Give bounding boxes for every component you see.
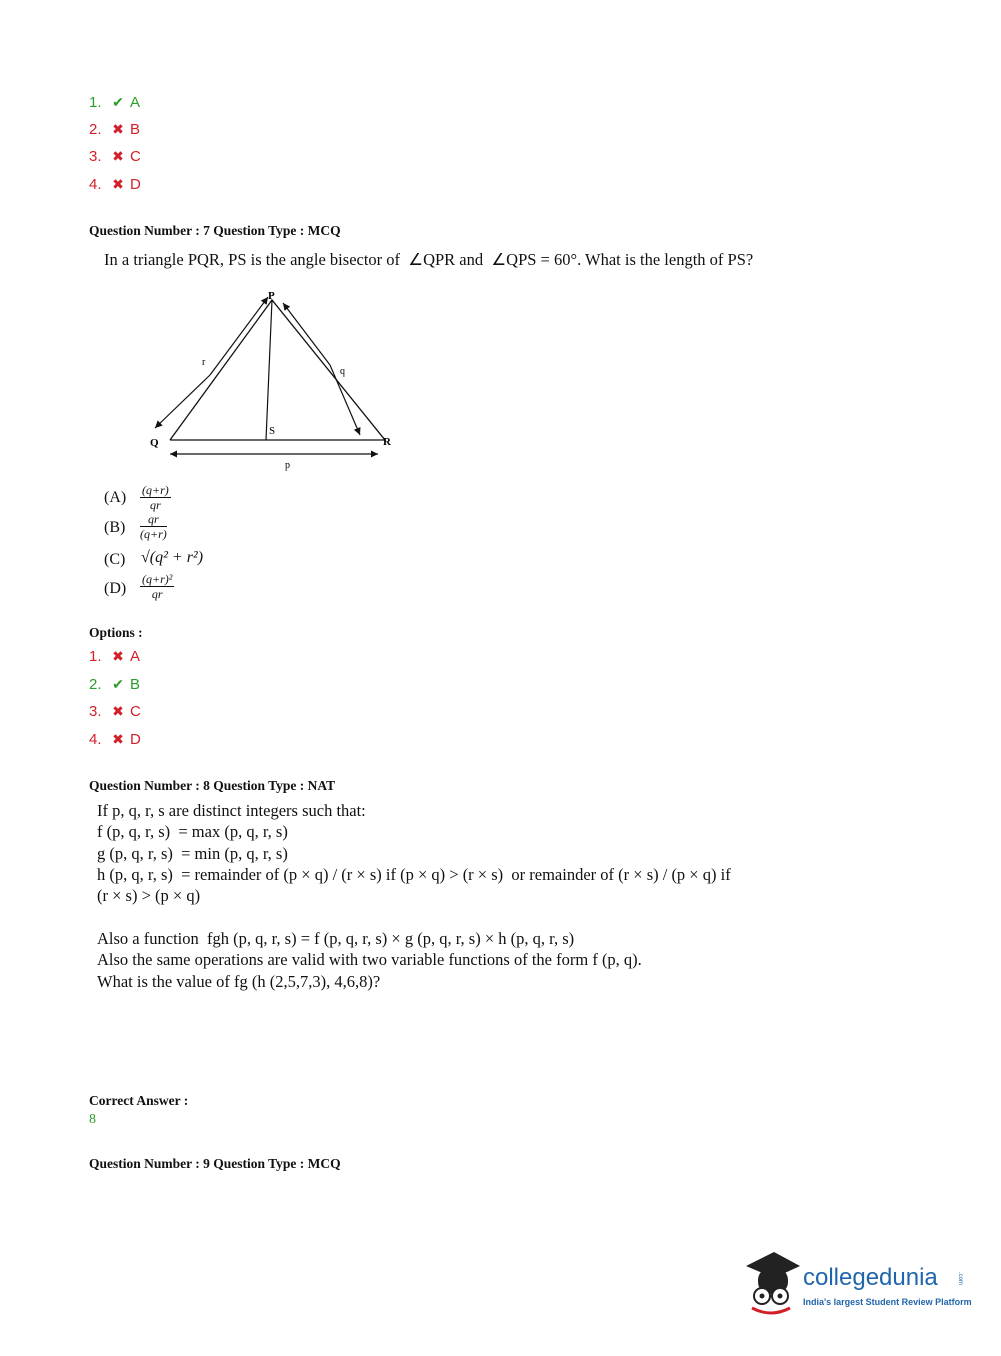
brand-suffix: .com: [957, 1272, 963, 1286]
choice-b-label: (B): [104, 519, 126, 536]
option-2: [89, 674, 140, 694]
option-number: 4.: [89, 175, 102, 193]
option-3: [89, 701, 141, 721]
arrow-q-down: [330, 365, 360, 435]
choice-d-label: (D): [104, 580, 127, 597]
question-8-line-8: What is the value of fg (h (2,5,7,3), 4,6,8)?: [97, 972, 381, 991]
label-Q: Q: [150, 437, 159, 449]
option-letter: C: [130, 147, 141, 165]
option-4: [89, 729, 141, 749]
option-letter: D: [130, 730, 141, 748]
question-8-line-5: (r × s) > (p × q): [97, 886, 201, 905]
choice-b-fraction: [140, 513, 167, 541]
choice-a-fraction: [140, 484, 171, 512]
question-9-header: Question Number : 9 Question Type : MCQ: [89, 1156, 341, 1171]
mascot-logo-icon: [740, 1248, 802, 1320]
cross-icon: ✖: [112, 702, 124, 719]
option-2: [89, 119, 140, 139]
check-icon: ✔: [112, 675, 124, 692]
option-1: [89, 92, 140, 112]
options-label: Options :: [89, 625, 143, 640]
triangle-figure: [140, 285, 410, 475]
brand-tagline: India's largest Student Review Platform: [803, 1297, 972, 1307]
option-1: [89, 646, 140, 666]
label-p: p: [285, 460, 290, 471]
question-8-line-6: Also a function fgh (p, q, r, s) = f (p, q, r, s) × g (p, q, r, s) × h (p, q, r, s): [97, 929, 575, 948]
question-8-line-2: f (p, q, r, s) = max (p, q, r, s): [97, 822, 288, 841]
arrow-r-down: [155, 375, 210, 428]
label-q: q: [340, 366, 345, 377]
option-number: 2.: [89, 120, 102, 138]
option-number: 2.: [89, 675, 102, 693]
option-number: 1.: [89, 93, 102, 111]
question-7-header: Question Number : 7 Question Type : MCQ: [89, 223, 341, 238]
option-number: 1.: [89, 647, 102, 665]
option-number: 3.: [89, 147, 102, 165]
choice-a-label: (A): [104, 489, 127, 506]
check-icon: ✔: [112, 93, 124, 110]
arrow-q-up: [283, 303, 330, 365]
numerator: qr: [140, 513, 167, 527]
choice-c-label: (C): [104, 551, 126, 568]
question-8-line-4: h (p, q, r, s) = remainder of (p × q) / (r × s) if (p × q) > (r × s) or remainder of (r × s) / (p × q) if: [97, 865, 731, 884]
option-4: [89, 174, 141, 194]
question-8-line-3: g (p, q, r, s) = min (p, q, r, s): [97, 844, 288, 863]
numerator: (q+r): [142, 483, 169, 497]
question-8-header: Question Number : 8 Question Type : NAT: [89, 778, 336, 793]
question-8-line-1: If p, q, r, s are distinct integers such that:: [97, 801, 366, 820]
denominator: (q+r): [140, 527, 167, 541]
option-letter: C: [130, 702, 141, 720]
option-letter: B: [130, 675, 141, 693]
cross-icon: ✖: [112, 120, 124, 137]
option-letter: A: [130, 93, 141, 111]
arrow-r-up: [210, 297, 268, 375]
option-number: 4.: [89, 730, 102, 748]
question-8-line-7: Also the same operations are valid with two variable functions of the form f (p, q).: [97, 950, 642, 969]
cross-icon: ✖: [112, 175, 124, 192]
option-letter: B: [130, 120, 141, 138]
brand-name: collegedunia: [803, 1264, 938, 1291]
cross-icon: ✖: [112, 647, 124, 664]
option-3: [89, 146, 141, 166]
label-P: P: [268, 290, 275, 302]
correct-answer-value: 8: [89, 1112, 96, 1127]
correct-answer-label: Correct Answer :: [89, 1093, 189, 1108]
choice-d-fraction: [140, 573, 174, 601]
cross-icon: ✖: [112, 730, 124, 747]
numerator: (q+r)²: [142, 572, 173, 586]
denominator: qr: [150, 498, 161, 512]
question-7-text: In a triangle PQR, PS is the angle bisector of ∠QPR and ∠QPS = 60°. What is the length of PS?: [104, 250, 754, 269]
cross-icon: ✖: [112, 147, 124, 164]
bisector-ps: [266, 300, 272, 440]
denominator: qr: [151, 587, 163, 601]
option-letter: D: [130, 175, 141, 193]
label-R: R: [383, 436, 391, 448]
option-number: 3.: [89, 702, 102, 720]
choice-c-expression: √(q² + r²): [141, 549, 204, 566]
label-S: S: [269, 425, 276, 437]
label-r: r: [202, 357, 206, 368]
option-letter: A: [130, 647, 141, 665]
